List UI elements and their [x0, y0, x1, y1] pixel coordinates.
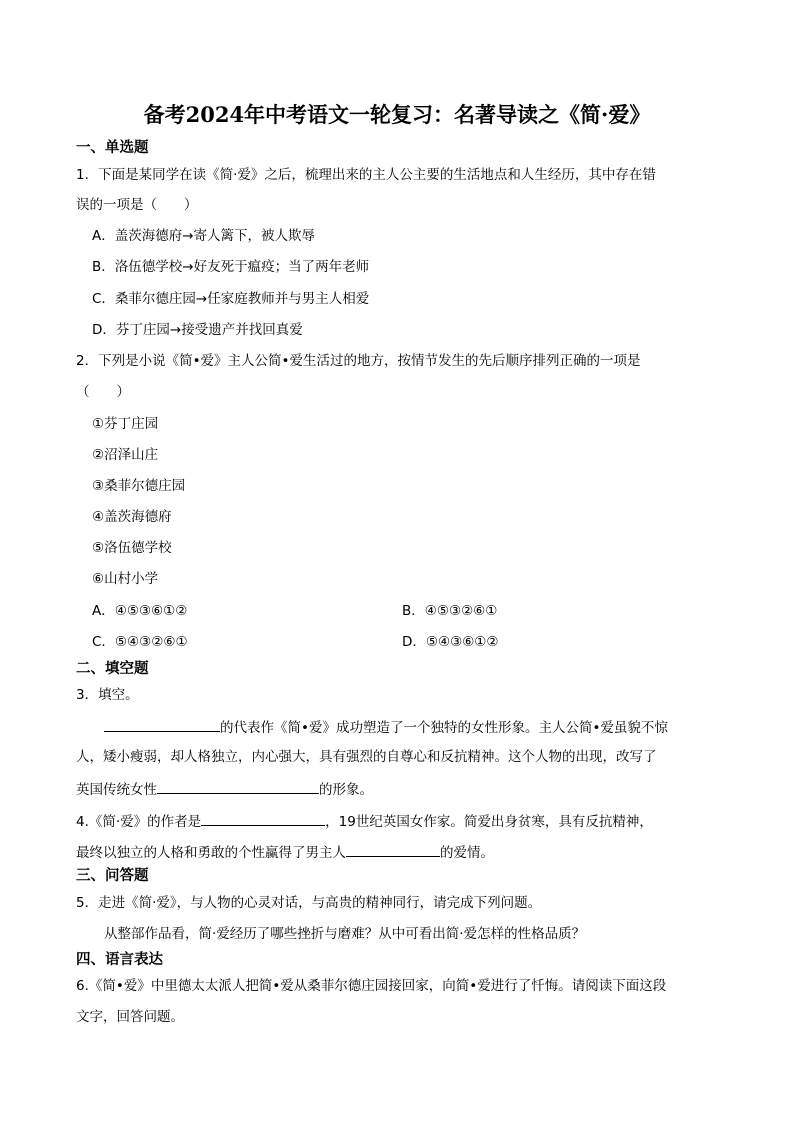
q4-line-2-text-before: 最终以独立的人格和勇敢的个性赢得了男主人 [76, 845, 346, 861]
page-title: 备考2024年中考语文一轮复习：名著导读之《简·爱》 [143, 102, 651, 127]
q3-line-3-text-after: 的形象。 [319, 782, 373, 798]
q2-option-d: D．⑤④③⑥①② [402, 634, 499, 650]
q3-answer-blank-author[interactable] [104, 716, 220, 732]
q4-line-1-text-before: 4.《简·爱》的作者是 [76, 814, 202, 830]
q2-place-3: ③桑菲尔德庄园 [92, 478, 186, 494]
q4-line-1-text-after: ，19世纪英国女作家。简爱出身贫寒，具有反抗精神， [325, 814, 653, 830]
q2-stem-line-2: （ ） [76, 384, 130, 400]
q2-place-6: ⑥山村小学 [92, 571, 159, 587]
q3-stem: 3．填空。 [76, 687, 139, 703]
q1-option-d: D．芬丁庄园→接受遗产并找回真爱 [92, 322, 303, 338]
q4-line-2 [76, 841, 494, 863]
q3-answer-blank-image[interactable] [157, 778, 319, 794]
q1-option-c: C．桑菲尔德庄园→任家庭教师并与男主人相爱 [92, 291, 370, 307]
section-heading-qa: 三、问答题 [76, 868, 149, 884]
q5-stem: 5．走进《简·爱》，与人物的心灵对话，与高贵的精神同行，请完成下列问题。 [76, 895, 542, 911]
q2-option-c: C．⑤④③②⑥① [92, 634, 188, 650]
q2-option-a: A．④⑤③⑥①② [92, 603, 188, 619]
q3-line-2: 人，矮小瘦弱，却人格独立，内心强大，具有强烈的自尊心和反抗精神。这个人物的出现，改写了 [76, 749, 657, 765]
q2-place-2: ②沼泽山庄 [92, 447, 159, 463]
q6-line-2: 文字，回答问题。 [76, 1009, 184, 1025]
q4-answer-blank-hero[interactable] [346, 841, 440, 857]
q3-line-1-text: 的代表作《简•爱》成功塑造了一个独特的女性形象。主人公简•爱虽貌不惊 [220, 720, 668, 736]
q1-option-b: B．洛伍德学校→好友死于瘟疫；当了两年老师 [92, 259, 370, 275]
section-heading-language: 四、语言表达 [76, 952, 163, 968]
q2-option-b: B．④⑤③②⑥① [402, 603, 498, 619]
q3-line-1 [104, 716, 668, 738]
q2-place-4: ④盖茨海德府 [92, 509, 172, 525]
q1-stem-line-1: 1．下面是某同学在读《简·爱》之后，梳理出来的主人公主要的生活地点和人生经历，其中存在错 [76, 167, 656, 183]
q2-place-1: ①芬丁庄园 [92, 416, 159, 432]
q4-line-1 [76, 810, 653, 832]
q1-option-a: A．盖茨海德府→寄人篱下，被人欺辱 [92, 228, 316, 244]
q4-line-2-text-after: 的爱情。 [440, 845, 494, 861]
q3-line-3 [76, 778, 373, 800]
q3-line-3-text-before: 英国传统女性 [76, 782, 157, 798]
q1-stem-line-2: 误的一项是（ ） [76, 197, 198, 213]
q2-stem-line-1: 2．下列是小说《简•爱》主人公简•爱生活过的地方，按情节发生的先后顺序排列正确的一项是 [76, 353, 641, 369]
section-heading-fill-blank: 二、填空题 [76, 661, 149, 677]
q2-place-5: ⑤洛伍德学校 [92, 540, 172, 556]
q6-line-1: 6.《简•爱》中里德太太派人把简•爱从桑菲尔德庄园接回家，向简•爱进行了忏悔。请阅读下面这段 [76, 978, 667, 994]
q4-answer-blank-author[interactable] [201, 810, 325, 826]
q5-subquestion: 从整部作品看，简·爱经历了哪些挫折与磨难？从中可看出简·爱怎样的性格品质？ [104, 926, 586, 942]
section-heading-single-choice: 一、单选题 [76, 140, 149, 156]
